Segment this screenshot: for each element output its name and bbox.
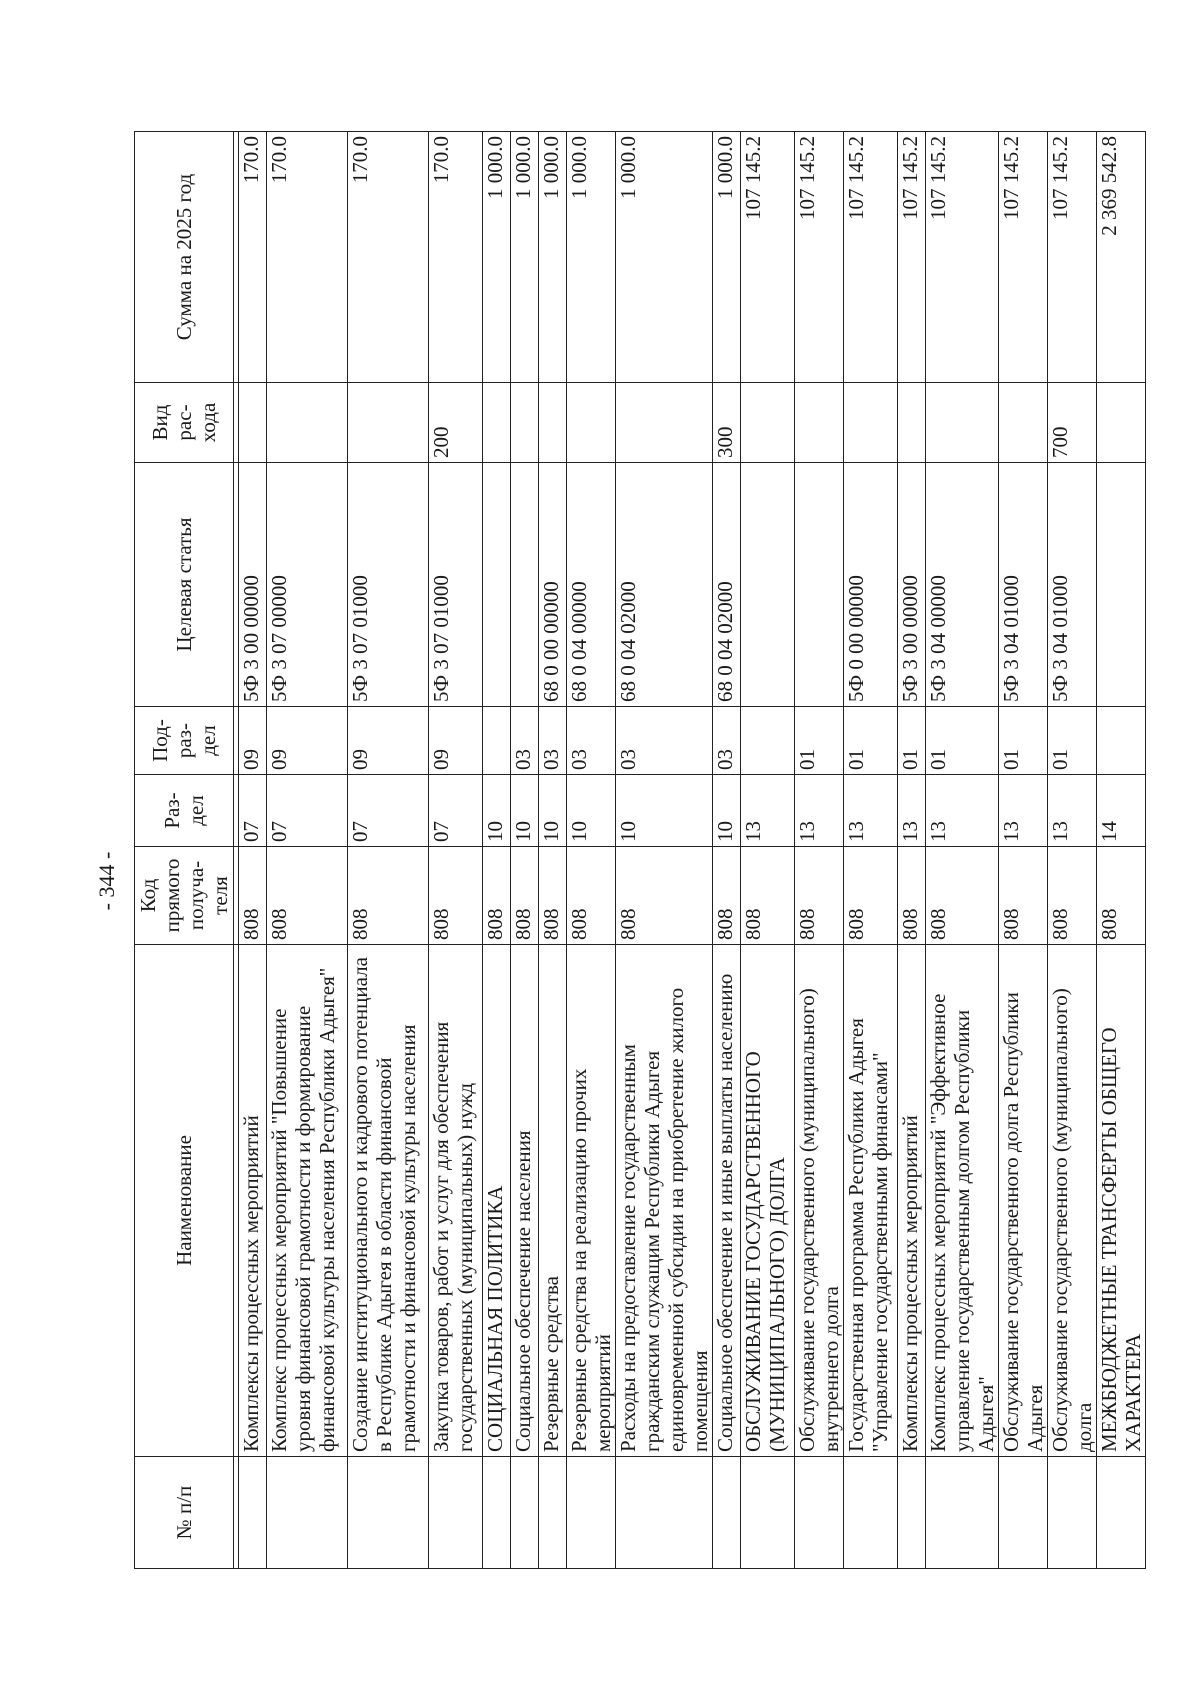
cell-target: 68 0 04 00000 — [567, 463, 616, 707]
cell-expense-type — [795, 383, 844, 463]
cell-subsection: 09 — [267, 707, 348, 775]
cell-expense-type: 300 — [713, 383, 741, 463]
table-row — [926, 132, 999, 1569]
header-amount: Сумма на 2025 год — [135, 132, 234, 383]
cell-expense-type — [483, 383, 511, 463]
cell-name: Комплексы процессных мероприятий — [898, 945, 926, 1457]
cell-subsection: 03 — [713, 707, 741, 775]
cell-recipient: 808 — [348, 847, 429, 945]
table-row — [1097, 132, 1146, 1569]
cell-amount: 107 145.2 — [1048, 132, 1097, 383]
cell-recipient: 808 — [511, 847, 539, 945]
table-row — [999, 132, 1048, 1569]
cell-name: Закупка товаров, работ и услуг для обеспечения государственных (муниципальных) нужд — [429, 945, 483, 1457]
cell-name: Государственная программа Республики Адыгея "Управление государственными финансами" — [844, 945, 898, 1457]
cell-expense-type: 700 — [1048, 383, 1097, 463]
cell-subsection — [483, 707, 511, 775]
cell-recipient: 808 — [1048, 847, 1097, 945]
cell-recipient: 808 — [1097, 847, 1146, 945]
table-row — [239, 132, 267, 1569]
cell-name: Комплекс процессных мероприятий "Эффективное управление государственным долгом Республики Адыгея" — [926, 945, 999, 1457]
cell-num — [511, 1457, 539, 1569]
cell-section: 10 — [483, 775, 511, 847]
cell-subsection: 01 — [926, 707, 999, 775]
cell-target: 5Ф 3 07 00000 — [267, 463, 348, 707]
cell-target: 5Ф 0 00 00000 — [844, 463, 898, 707]
budget-table-container — [134, 132, 1145, 1569]
cell-expense-type — [539, 383, 567, 463]
cell-recipient: 808 — [267, 847, 348, 945]
cell-amount: 1 000.0 — [539, 132, 567, 383]
cell-section: 10 — [511, 775, 539, 847]
cell-target: 5Ф 3 07 01000 — [429, 463, 483, 707]
cell-name: МЕЖБЮДЖЕТНЫЕ ТРАНСФЕРТЫ ОБЩЕГО ХАРАКТЕРА — [1097, 945, 1146, 1457]
table-row — [1048, 132, 1097, 1569]
cell-section: 13 — [844, 775, 898, 847]
cell-recipient: 808 — [713, 847, 741, 945]
cell-amount: 1 000.0 — [483, 132, 511, 383]
cell-target: 68 0 04 02000 — [713, 463, 741, 707]
cell-num — [616, 1457, 713, 1569]
cell-subsection — [741, 707, 795, 775]
cell-amount: 107 145.2 — [999, 132, 1048, 383]
table-row — [567, 132, 616, 1569]
cell-section: 13 — [795, 775, 844, 847]
cell-name: Обслуживание государственного (муниципального) долга — [1048, 945, 1097, 1457]
cell-section: 10 — [616, 775, 713, 847]
cell-name: СОЦИАЛЬНАЯ ПОЛИТИКА — [483, 945, 511, 1457]
cell-amount: 107 145.2 — [844, 132, 898, 383]
cell-target — [511, 463, 539, 707]
cell-recipient: 808 — [567, 847, 616, 945]
cell-recipient: 808 — [999, 847, 1048, 945]
cell-amount: 170.0 — [239, 132, 267, 383]
cell-subsection — [1097, 707, 1146, 775]
table-row — [741, 132, 795, 1569]
cell-recipient: 808 — [795, 847, 844, 945]
cell-expense-type — [741, 383, 795, 463]
cell-recipient: 808 — [429, 847, 483, 945]
cell-name: Комплекс процессных мероприятий "Повышение уровня финансовой грамотности и формирование финансовой культуры населения Республики Адыгея" — [267, 945, 348, 1457]
cell-num — [239, 1457, 267, 1569]
cell-section: 14 — [1097, 775, 1146, 847]
cell-target: 68 0 04 02000 — [616, 463, 713, 707]
cell-name: Создание институционального и кадрового потенциала в Республике Адыгея в области финансовой грамотности и финансовой культуры населения — [348, 945, 429, 1457]
cell-num — [741, 1457, 795, 1569]
cell-num — [898, 1457, 926, 1569]
table-row — [616, 132, 713, 1569]
cell-amount: 1 000.0 — [616, 132, 713, 383]
cell-target: 68 0 00 00000 — [539, 463, 567, 707]
cell-amount: 107 145.2 — [741, 132, 795, 383]
cell-name: Резервные средства — [539, 945, 567, 1457]
cell-amount: 1 000.0 — [713, 132, 741, 383]
cell-amount: 170.0 — [348, 132, 429, 383]
table-row — [795, 132, 844, 1569]
cell-subsection: 01 — [999, 707, 1048, 775]
cell-target — [741, 463, 795, 707]
cell-subsection: 03 — [511, 707, 539, 775]
cell-expense-type — [567, 383, 616, 463]
cell-num — [429, 1457, 483, 1569]
cell-num — [1097, 1457, 1146, 1569]
cell-recipient: 808 — [844, 847, 898, 945]
table-row — [511, 132, 539, 1569]
cell-num — [795, 1457, 844, 1569]
header-section: Раз-дел — [135, 775, 234, 847]
cell-num — [926, 1457, 999, 1569]
header-name: Наименование — [135, 945, 234, 1457]
cell-name: Комплексы процессных мероприятий — [239, 945, 267, 1457]
cell-section: 13 — [898, 775, 926, 847]
cell-subsection: 03 — [567, 707, 616, 775]
cell-num — [267, 1457, 348, 1569]
budget-table — [134, 131, 1146, 1569]
header-num: № п/п — [135, 1457, 234, 1569]
cell-subsection: 09 — [429, 707, 483, 775]
cell-name: Обслуживание государственного долга Республики Адыгея — [999, 945, 1048, 1457]
cell-recipient: 808 — [616, 847, 713, 945]
cell-subsection: 03 — [539, 707, 567, 775]
cell-section: 07 — [239, 775, 267, 847]
cell-amount: 1 000.0 — [511, 132, 539, 383]
table-row — [713, 132, 741, 1569]
cell-section: 13 — [999, 775, 1048, 847]
cell-section: 07 — [267, 775, 348, 847]
cell-amount: 107 145.2 — [898, 132, 926, 383]
cell-num — [567, 1457, 616, 1569]
cell-subsection: 01 — [898, 707, 926, 775]
cell-num — [483, 1457, 511, 1569]
cell-section: 13 — [741, 775, 795, 847]
cell-target: 5Ф 3 07 01000 — [348, 463, 429, 707]
cell-recipient: 808 — [926, 847, 999, 945]
cell-num — [844, 1457, 898, 1569]
cell-target: 5Ф 3 00 00000 — [239, 463, 267, 707]
cell-section: 07 — [429, 775, 483, 847]
header-target: Целевая статья — [135, 463, 234, 707]
table-row — [429, 132, 483, 1569]
cell-num — [1048, 1457, 1097, 1569]
cell-num — [999, 1457, 1048, 1569]
cell-target — [795, 463, 844, 707]
cell-amount: 1 000.0 — [567, 132, 616, 383]
cell-target — [483, 463, 511, 707]
cell-section: 13 — [926, 775, 999, 847]
cell-target: 5Ф 3 04 01000 — [999, 463, 1048, 707]
cell-expense-type — [999, 383, 1048, 463]
header-subsection: Под-раз-дел — [135, 707, 234, 775]
cell-section: 10 — [713, 775, 741, 847]
cell-subsection: 01 — [844, 707, 898, 775]
cell-amount: 107 145.2 — [926, 132, 999, 383]
cell-expense-type — [348, 383, 429, 463]
cell-subsection: 01 — [795, 707, 844, 775]
table-row — [898, 132, 926, 1569]
cell-recipient: 808 — [898, 847, 926, 945]
cell-name: Социальное обеспечение населения — [511, 945, 539, 1457]
header-recipient: Код прямого получа-теля — [135, 847, 234, 945]
table-header-row — [135, 132, 234, 1569]
cell-expense-type — [1097, 383, 1146, 463]
cell-subsection: 01 — [1048, 707, 1097, 775]
cell-subsection: 09 — [348, 707, 429, 775]
cell-name: Социальное обеспечение и иные выплаты населению — [713, 945, 741, 1457]
cell-expense-type — [616, 383, 713, 463]
cell-expense-type — [926, 383, 999, 463]
cell-amount: 170.0 — [429, 132, 483, 383]
cell-subsection: 03 — [616, 707, 713, 775]
cell-expense-type — [511, 383, 539, 463]
cell-name: Резервные средства на реализацию прочих мероприятий — [567, 945, 616, 1457]
table-row — [348, 132, 429, 1569]
cell-amount: 107 145.2 — [795, 132, 844, 383]
cell-name: Обслуживание государственного (муниципального) внутреннего долга — [795, 945, 844, 1457]
table-row — [267, 132, 348, 1569]
cell-recipient: 808 — [539, 847, 567, 945]
page-number: - 344 - — [94, 851, 119, 911]
cell-name: ОБСЛУЖИВАНИЕ ГОСУДАРСТВЕННОГО (МУНИЦИПАЛЬНОГО) ДОЛГА — [741, 945, 795, 1457]
cell-target: 5Ф 3 00 00000 — [898, 463, 926, 707]
cell-section: 07 — [348, 775, 429, 847]
cell-expense-type: 200 — [429, 383, 483, 463]
cell-num — [539, 1457, 567, 1569]
cell-recipient: 808 — [483, 847, 511, 945]
cell-section: 10 — [539, 775, 567, 847]
header-expense-type: Вид рас-хода — [135, 383, 234, 463]
cell-target: 5Ф 3 04 00000 — [926, 463, 999, 707]
cell-expense-type — [898, 383, 926, 463]
cell-recipient: 808 — [239, 847, 267, 945]
table-row — [539, 132, 567, 1569]
cell-num — [713, 1457, 741, 1569]
cell-expense-type — [239, 383, 267, 463]
cell-section: 13 — [1048, 775, 1097, 847]
cell-target — [1097, 463, 1146, 707]
cell-amount: 170.0 — [267, 132, 348, 383]
cell-name: Расходы на предоставление государственным гражданским служащим Республики Адыгея единовременной субсидии на приобретение жилого помещения — [616, 945, 713, 1457]
cell-amount: 2 369 542.8 — [1097, 132, 1146, 383]
cell-section: 10 — [567, 775, 616, 847]
cell-recipient: 808 — [741, 847, 795, 945]
cell-subsection: 09 — [239, 707, 267, 775]
table-row — [483, 132, 511, 1569]
cell-expense-type — [844, 383, 898, 463]
cell-target: 5Ф 3 04 01000 — [1048, 463, 1097, 707]
cell-num — [348, 1457, 429, 1569]
table-row — [844, 132, 898, 1569]
cell-expense-type — [267, 383, 348, 463]
